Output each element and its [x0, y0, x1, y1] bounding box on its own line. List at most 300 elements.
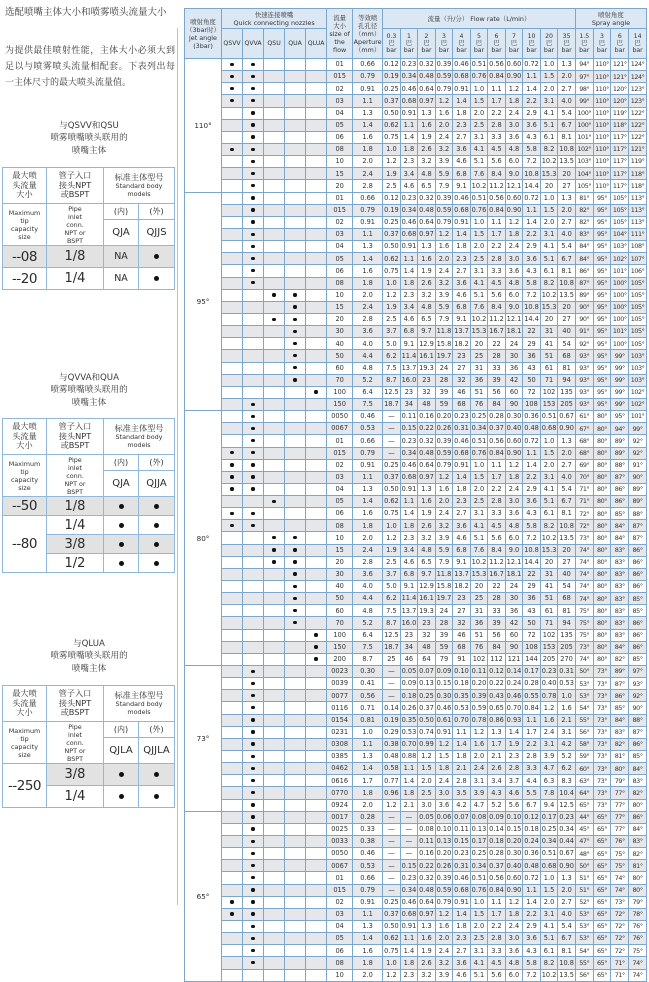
table-header-row — [3, 686, 175, 722]
spray-angle-cell: 75° — [611, 848, 629, 860]
spray-angle-cell: 44° — [575, 811, 593, 823]
flow-rate-cell: 0.99 — [418, 738, 436, 750]
nozzle-availability-cell — [264, 71, 285, 83]
flow-rate-cell: 3.9 — [435, 969, 453, 981]
spray-angle-cell: 117° — [611, 180, 629, 192]
internal-model-name: QJA — [104, 471, 139, 497]
flow-rate-cell: 4.4 — [523, 775, 541, 787]
nozzle-availability-cell — [222, 459, 243, 471]
flow-rate-cell: 14.4 — [523, 556, 541, 568]
nozzle-availability-cell — [264, 192, 285, 204]
flow-size-cell: 08 — [327, 957, 353, 969]
aperture-cell: 2.0 — [353, 799, 383, 811]
nozzle-availability-cell — [285, 884, 306, 896]
nozzle-availability-cell — [264, 653, 285, 665]
flow-rate-cell: 10.2 — [470, 180, 488, 192]
flow-rate-cell: 30 — [505, 593, 523, 605]
spray-angle-cell: 78° — [629, 908, 647, 920]
body-models-table-qsvv-qsu — [2, 167, 176, 290]
nozzle-availability-cell — [306, 216, 327, 228]
nozzle-availability-cell — [222, 751, 243, 763]
table-row — [185, 787, 647, 799]
flow-rate-cell: 1.4 — [453, 228, 471, 240]
flow-rate-cell: 3.6 — [453, 957, 471, 969]
flow-rate-cell: 6.7 — [558, 933, 576, 945]
flow-rate-cell: — — [400, 836, 418, 848]
nozzle-availability-cell — [264, 872, 285, 884]
aperture-cell: 4.4 — [353, 593, 383, 605]
standard-body-models-header-en: Standard body models — [115, 700, 163, 717]
flow-rate-cell: 0.13 — [418, 678, 436, 690]
aperture-cell: 4.0 — [353, 581, 383, 593]
spray-angle-cell: 86° — [629, 581, 647, 593]
aperture-cell: 0.41 — [353, 678, 383, 690]
table-row — [185, 605, 647, 617]
nozzle-availability-cell — [243, 666, 264, 678]
flow-rate-cell: 0.25 — [383, 459, 401, 471]
nozzle-availability-cell — [264, 617, 285, 629]
flow-rate-cell: 3.9 — [435, 156, 453, 168]
flow-rate-cell: 0.15 — [400, 860, 418, 872]
flow-rate-cell: 1.2 — [505, 216, 523, 228]
flow-rate-cell: 8.1 — [558, 508, 576, 520]
flow-rate-cell: 153 — [540, 398, 558, 410]
flow-rate-cell: 0.90 — [505, 71, 523, 83]
availability-dot — [272, 293, 275, 296]
nozzle-availability-cell — [285, 143, 306, 155]
flow-rate-cell: 205 — [540, 653, 558, 665]
availability-dot — [293, 572, 296, 575]
flow-size-cell: 0050 — [327, 411, 353, 423]
nozzle-availability-cell — [285, 338, 306, 350]
nozzle-availability-cell — [243, 180, 264, 192]
flow-rate-cell: 27 — [558, 180, 576, 192]
tip-capacity-cell: --20 — [3, 268, 47, 290]
flow-rate-cell: 24 — [435, 605, 453, 617]
nozzle-availability-cell — [264, 241, 285, 253]
nozzle-availability-cell — [306, 763, 327, 775]
spray-angle-cell: 104° — [611, 228, 629, 240]
external-label: (外) — [139, 204, 175, 220]
nozzle-availability-cell — [264, 180, 285, 192]
availability-dot — [251, 403, 254, 406]
spray-angle-cell: 80° — [593, 605, 611, 617]
aperture-cell: 2.0 — [353, 289, 383, 301]
spray-angle-cell: 121° — [611, 71, 629, 83]
availability-dot — [293, 597, 296, 600]
table-row — [185, 556, 647, 568]
flow-rate-cell: 6.0 — [505, 156, 523, 168]
nozzle-availability-cell — [243, 848, 264, 860]
spray-angle-cell: 53° — [575, 678, 593, 690]
spray-angle-cell: 100° — [611, 289, 629, 301]
flow-rate-cell: 4.0 — [558, 908, 576, 920]
spray-angle-cell: 95° — [593, 398, 611, 410]
flow-rate-cell: 1.2 — [505, 896, 523, 908]
flow-rate-cell: 0.48 — [418, 447, 436, 459]
nozzle-availability-cell — [264, 277, 285, 289]
nozzle-availability-cell — [285, 459, 306, 471]
flow-rate-cell: 0.44 — [558, 836, 576, 848]
spray-angle-cell: 72° — [575, 508, 593, 520]
flow-rate-cell: 1.5 — [470, 908, 488, 920]
flow-rate-cell: 3.2 — [435, 957, 453, 969]
flow-rate-cell: 9.7 — [418, 568, 436, 580]
nozzle-availability-cell — [243, 617, 264, 629]
external-label: (外) — [139, 455, 175, 471]
nozzle-availability-cell — [222, 423, 243, 435]
flow-rate-cell: 0.74 — [418, 726, 436, 738]
flow-rate-cell: 2.2 — [488, 107, 506, 119]
flow-rate-cell: 2.0 — [558, 71, 576, 83]
nozzle-availability-cell — [264, 593, 285, 605]
nozzle-availability-cell — [285, 204, 306, 216]
flow-rate-cell: 15.3 — [540, 301, 558, 313]
nozzle-availability-cell — [222, 241, 243, 253]
nozzle-availability-cell — [222, 581, 243, 593]
flow-rate-cell: 18.1 — [505, 326, 523, 338]
flow-rate-cell: 4.8 — [418, 168, 436, 180]
flow-rate-cell: 3.6 — [505, 131, 523, 143]
flow-size-cell: 08 — [327, 277, 353, 289]
spray-angle-cell: 80° — [593, 544, 611, 556]
spray-angle-cell: 80° — [593, 556, 611, 568]
flow-rate-cell: 0.31 — [453, 423, 471, 435]
spray-angle-cell: 123° — [629, 83, 647, 95]
flow-rate-cell: 10.8 — [558, 520, 576, 532]
spray-angle-cell: 85° — [611, 508, 629, 520]
flow-rate-cell: 2.4 — [435, 508, 453, 520]
flow-rate-cell: 54 — [558, 338, 576, 350]
flow-rate-cell: 1.4 — [505, 726, 523, 738]
spray-angle-cell: 84° — [611, 641, 629, 653]
aperture-cell: 4.4 — [353, 350, 383, 362]
flow-rate-cell: 1.0 — [540, 192, 558, 204]
flow-rate-cell: 2.4 — [470, 763, 488, 775]
flow-rate-cell: 2.8 — [488, 253, 506, 265]
nozzle-availability-cell — [222, 945, 243, 957]
nozzle-availability-cell — [264, 447, 285, 459]
flow-rate-cell: 1.6 — [435, 241, 453, 253]
availability-dot — [251, 196, 254, 199]
flow-rate-cell: 32 — [453, 617, 471, 629]
flow-rate-cell: 4.8 — [418, 544, 436, 556]
spray-angle-cell: 74° — [575, 593, 593, 605]
spray-angle-cell: 79° — [611, 775, 629, 787]
flow-rate-cell: 39 — [488, 374, 506, 386]
flow-rate-cell: 2.3 — [453, 119, 471, 131]
flow-rate-cell: 2.7 — [558, 459, 576, 471]
body-models-table-qvva-qua — [2, 418, 176, 573]
aperture-cell: 2.0 — [353, 969, 383, 981]
flow-rate-cell: 0.19 — [383, 714, 401, 726]
availability-dot — [251, 512, 254, 515]
nozzle-availability-cell — [243, 908, 264, 920]
flow-rate-cell: 4.3 — [523, 508, 541, 520]
flow-rate-cell: 2.5 — [383, 180, 401, 192]
flow-rate-cell: 0.10 — [453, 666, 471, 678]
spray-angle-cell: 55° — [575, 957, 593, 969]
flow-size-cell: 0017 — [327, 811, 353, 823]
flow-rate-cell: 0.15 — [435, 678, 453, 690]
flow-rate-cell: 13.7 — [400, 362, 418, 374]
flow-rate-cell: 1.4 — [400, 775, 418, 787]
flow-rate-cell: — — [400, 823, 418, 835]
flow-rate-cell: 22 — [523, 326, 541, 338]
flow-size-cell: 15 — [327, 301, 353, 313]
table-row — [185, 666, 647, 678]
table-row — [185, 508, 647, 520]
spray-angle-cell: 71° — [575, 483, 593, 495]
nozzle-availability-cell — [264, 532, 285, 544]
flow-rate-cell: 29 — [523, 581, 541, 593]
flow-size-cell: 10 — [327, 532, 353, 544]
flow-rate-cell: — — [383, 690, 401, 702]
pressure-column-header: 6 巴 bar — [488, 29, 506, 59]
flow-size-cell: 40 — [327, 581, 353, 593]
spray-angle-cell: 95° — [593, 192, 611, 204]
nozzle-availability-cell — [285, 313, 306, 325]
spray-angle-cell: 84° — [611, 714, 629, 726]
flow-rate-cell: 6.2 — [383, 350, 401, 362]
flow-rate-cell: 6.8 — [453, 544, 471, 556]
flow-rate-cell: 0.32 — [418, 435, 436, 447]
flow-rate-cell: 0.62 — [383, 253, 401, 265]
flow-rate-cell: 0.11 — [470, 666, 488, 678]
flow-rate-cell: 7.2 — [523, 156, 541, 168]
flow-rate-cell: 0.51 — [540, 848, 558, 860]
flow-rate-cell: 2.0 — [540, 896, 558, 908]
flow-rate-cell: 0.76 — [470, 447, 488, 459]
flow-rate-cell: 72 — [523, 629, 541, 641]
availability-dot — [230, 87, 233, 90]
nozzle-availability-cell — [222, 811, 243, 823]
spray-pressure-column-header: 14 巴 bar — [629, 29, 647, 59]
flow-rate-cell: 1.3 — [418, 483, 436, 495]
table-row — [185, 143, 647, 155]
flow-rate-cell: 0.11 — [418, 836, 436, 848]
flow-rate-cell: 0.53 — [453, 702, 471, 714]
flow-rate-cell: 76 — [470, 641, 488, 653]
table-row — [185, 131, 647, 143]
nozzle-availability-cell — [264, 326, 285, 338]
aperture-cell: 1.4 — [353, 496, 383, 508]
availability-dot — [251, 99, 254, 102]
nozzle-availability-cell — [243, 678, 264, 690]
aperture-cell: 2.4 — [353, 544, 383, 556]
availability-dot — [230, 75, 233, 78]
availability-dot — [251, 75, 254, 78]
nozzle-availability-cell — [243, 568, 264, 580]
flow-rate-cell: 0.50 — [383, 241, 401, 253]
flow-rate-cell: 28 — [435, 617, 453, 629]
flow-rate-cell: 3.1 — [540, 95, 558, 107]
spray-angle-cell: 72° — [611, 908, 629, 920]
spray-angle-cell: 88° — [611, 459, 629, 471]
flow-rate-cell: 1.2 — [383, 799, 401, 811]
flow-rate-cell: 7.2 — [523, 289, 541, 301]
flow-rate-cell: 0.48 — [523, 860, 541, 872]
flow-rate-cell: 3.4 — [488, 775, 506, 787]
nozzle-availability-cell — [264, 204, 285, 216]
flow-rate-cell: 1.5 — [435, 751, 453, 763]
flow-rate-cell: 16.7 — [488, 568, 506, 580]
pressure-column-header: 7 巴 bar — [505, 29, 523, 59]
flow-rate-cell: 3.3 — [488, 265, 506, 277]
nozzle-availability-cell — [306, 933, 327, 945]
availability-dot — [251, 694, 254, 697]
flow-rate-cell: 1.4 — [453, 95, 471, 107]
nozzle-availability-cell — [285, 216, 306, 228]
spray-angle-cell: 74° — [611, 872, 629, 884]
nozzle-availability-cell — [243, 702, 264, 714]
spray-angle-cell: 85° — [629, 593, 647, 605]
nozzle-availability-cell — [264, 629, 285, 641]
nozzle-availability-cell — [222, 301, 243, 313]
spray-angle-cell: 100° — [575, 107, 593, 119]
spray-angle-cell: 74° — [575, 568, 593, 580]
flow-rate-cell: 0.39 — [435, 192, 453, 204]
nozzle-availability-cell — [264, 398, 285, 410]
flow-rate-cell: 0.31 — [558, 666, 576, 678]
flow-rate-cell: 6.7 — [558, 496, 576, 508]
spray-angle-cell: 80° — [593, 496, 611, 508]
flow-rate-cell: 1.2 — [418, 751, 436, 763]
spray-angle-cell: 77° — [611, 799, 629, 811]
nozzle-availability-cell — [264, 702, 285, 714]
nozzle-availability-cell — [306, 143, 327, 155]
flow-rate-cell: 205 — [558, 398, 576, 410]
spray-angle-cell: 65° — [593, 884, 611, 896]
flow-rate-cell: 0.11 — [453, 823, 471, 835]
aperture-cell: 1.4 — [353, 763, 383, 775]
flow-rate-cell: 10.8 — [558, 957, 576, 969]
nozzle-availability-cell — [306, 605, 327, 617]
flow-rate-cell: 2.5 — [383, 313, 401, 325]
spray-angle-cell: 81° — [629, 860, 647, 872]
flow-rate-cell: 9.0 — [505, 301, 523, 313]
spray-angle-cell: 100° — [575, 119, 593, 131]
spray-angle-cell: 80° — [629, 799, 647, 811]
internal-model-name: QJLA — [104, 738, 139, 764]
pipe-conn-cell: 1/4 — [47, 516, 104, 535]
flow-rate-cell: 2.8 — [523, 751, 541, 763]
flow-rate-cell: 1.4 — [453, 738, 471, 750]
availability-dot — [230, 512, 233, 515]
nozzle-availability-cell — [222, 896, 243, 908]
flow-rate-cell: 1.0 — [383, 143, 401, 155]
nozzle-availability-cell — [306, 471, 327, 483]
flow-rate-cell: 1.2 — [383, 156, 401, 168]
flow-rate-cell: 135 — [558, 386, 576, 398]
pipe-inlet-header-en: Pipe inlet conn. NPT or BSPT — [47, 204, 104, 246]
flow-rate-cell: 0.26 — [400, 702, 418, 714]
flow-rate-cell: 0.76 — [470, 71, 488, 83]
flow-rate-cell: 0.46 — [453, 192, 471, 204]
nozzle-availability-cell — [264, 119, 285, 131]
spray-angle-cell: 102° — [629, 386, 647, 398]
flow-rate-cell: 5.9 — [435, 168, 453, 180]
nozzle-availability-cell — [306, 751, 327, 763]
nozzle-availability-cell — [222, 714, 243, 726]
spray-angle-cell: 103° — [629, 362, 647, 374]
nozzle-availability-cell — [285, 107, 306, 119]
nozzle-availability-cell — [222, 265, 243, 277]
flow-size-cell: 03 — [327, 908, 353, 920]
flow-rate-cell: 2.8 — [488, 933, 506, 945]
spray-angle-cell: 50° — [575, 666, 593, 678]
nozzle-availability-cell — [285, 326, 306, 338]
nozzle-availability-cell — [306, 156, 327, 168]
spray-angle-cell: 105° — [629, 313, 647, 325]
flow-rate-cell: 5.1 — [470, 156, 488, 168]
availability-dot — [251, 427, 254, 430]
flow-rate-cell: 1.0 — [470, 83, 488, 95]
flow-rate-cell: 0.60 — [505, 59, 523, 71]
flow-rate-cell: 0.32 — [418, 872, 436, 884]
flow-rate-cell: 2.1 — [558, 714, 576, 726]
flow-rate-cell: 5.2 — [558, 751, 576, 763]
flow-rate-cell: 7.9 — [435, 556, 453, 568]
flow-rate-cell: 0.46 — [400, 459, 418, 471]
flow-rate-cell: 2.2 — [523, 471, 541, 483]
flow-rate-cell: 0.46 — [435, 702, 453, 714]
availability-dot — [251, 135, 254, 138]
flow-rate-cell: 1.4 — [523, 83, 541, 95]
flow-rate-cell: 0.22 — [418, 860, 436, 872]
table-row — [185, 71, 647, 83]
flow-rate-cell: 1.5 — [470, 228, 488, 240]
flow-size-cell: 08 — [327, 520, 353, 532]
flow-rate-cell: 1.0 — [470, 896, 488, 908]
aperture-cell: 1.4 — [353, 933, 383, 945]
flow-rate-cell: 31 — [470, 605, 488, 617]
flow-rate-cell: 0.70 — [453, 714, 471, 726]
availability-dot — [293, 354, 296, 357]
flow-rate-cell: 2.1 — [453, 763, 471, 775]
nozzle-availability-cell — [222, 338, 243, 350]
table-row — [185, 617, 647, 629]
nozzle-availability-cell — [285, 119, 306, 131]
aperture-cell: 2.8 — [353, 313, 383, 325]
flow-rate-cell: 0.18 — [400, 690, 418, 702]
flow-rate-cell: 2.4 — [505, 483, 523, 495]
nozzle-availability-cell — [222, 726, 243, 738]
flow-rate-cell: 84 — [488, 398, 506, 410]
spray-angle-cell: 117° — [611, 168, 629, 180]
nozzle-availability-cell — [222, 496, 243, 508]
nozzle-availability-cell — [243, 59, 264, 71]
flow-rate-cell: 102 — [540, 629, 558, 641]
flow-rate-cell: 1.6 — [470, 738, 488, 750]
spray-angle-cell: 91° — [575, 326, 593, 338]
flow-rate-cell: 0.61 — [435, 714, 453, 726]
flow-rate-cell: 22 — [523, 568, 541, 580]
flow-rate-cell: 1.9 — [418, 508, 436, 520]
nozzle-availability-cell — [285, 228, 306, 240]
spray-angle-cell: 53° — [575, 908, 593, 920]
flow-rate-cell: 3.1 — [540, 738, 558, 750]
table-row — [185, 216, 647, 228]
availability-dot — [154, 794, 159, 799]
flow-rate-cell: 3.6 — [435, 799, 453, 811]
flow-rate-cell: 2.4 — [505, 241, 523, 253]
aperture-cell: 2.0 — [353, 532, 383, 544]
spray-angle-cell: 73° — [593, 738, 611, 750]
table-row — [3, 246, 175, 268]
flow-rate-cell: 0.48 — [418, 71, 436, 83]
flow-rate-cell: 0.34 — [470, 860, 488, 872]
